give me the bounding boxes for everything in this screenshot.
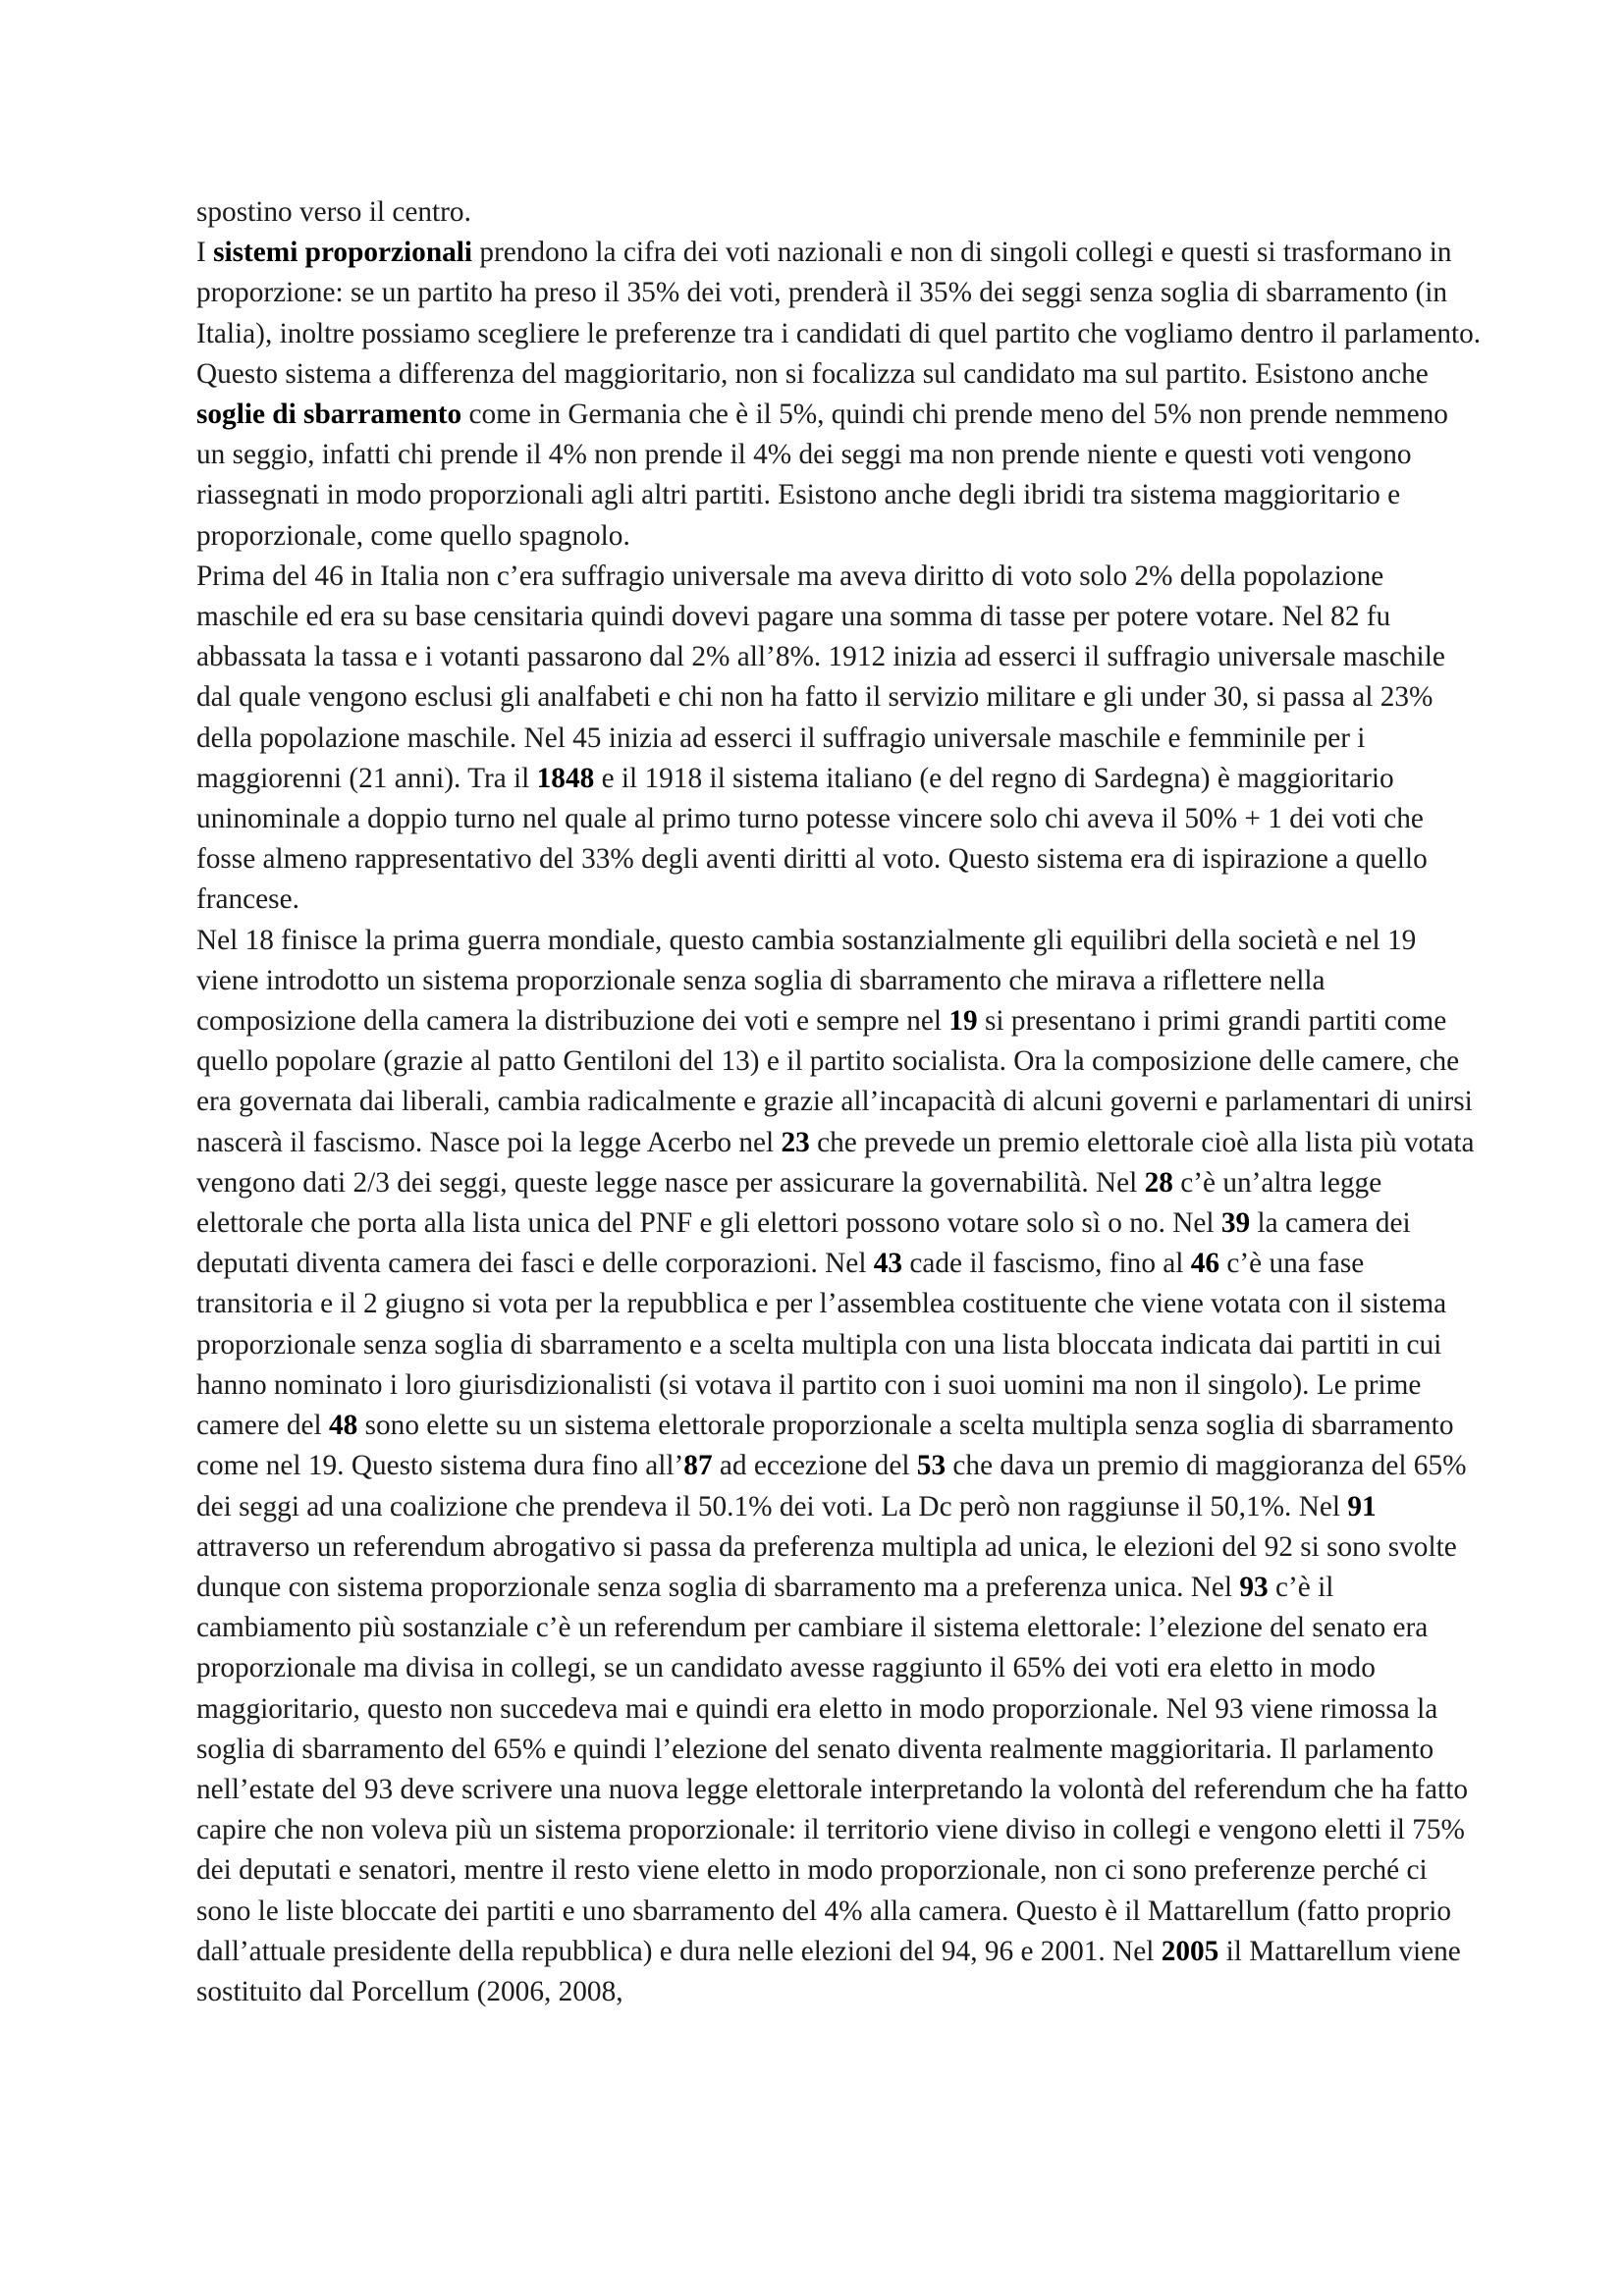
- text-segment: e il 1918 il sistema italiano (e del regno di Sardegna) è maggioritario uninominale a doppio turno nel quale al primo turno potesse vincere solo chi aveva il 50% + 1 dei voti che fosse almeno rappresentativo del 33% degli aventi diritti al voto. Questo sistema era di ispirazione a quello francese.: [196, 762, 1428, 916]
- bold-text-segment: 1848: [536, 762, 595, 794]
- bold-text-segment: 87: [683, 1450, 713, 1482]
- text-segment: la camera dei deputati diventa camera dei fasci e delle corporazioni. Nel: [196, 1207, 1411, 1280]
- text-segment: attraverso un referendum abrogativo si passa da preferenza multipla ad unica, le elezioni del 92 si sono svolte dunque con sistema proporzionale senza soglia di sbarramento ma a preferenza unica. Nel: [196, 1530, 1457, 1603]
- text-segment: I: [196, 237, 214, 269]
- bold-text-segment: 91: [1347, 1490, 1377, 1522]
- bold-text-segment: 43: [873, 1248, 903, 1280]
- text-segment: si presentano i primi grandi partiti come quello popolare (grazie al patto Gentiloni del 13) e il partito socialista. Ora la composizione delle camere, che era governata dai liberali, cambia radicalmente e grazie all’incapacità di alcuni governi e parlamentari di unirsi nascerà il fascismo. Nasce poi la legge Acerbo nel: [196, 1005, 1473, 1158]
- text-segment: come in Germania che è il 5%, quindi chi prende meno del 5% non prende nemmeno un seggio, infatti chi prende il 4% non prende il 4% dei seggi ma non prende niente e questi voti vengono riassegnati in modo proporzionali agli altri partiti. Esistono anche degli ibridi tra sistema maggioritario e proporzionale, come quello spagnolo.: [196, 399, 1448, 552]
- bold-text-segment: 23: [781, 1126, 810, 1158]
- text-segment: c’è il cambiamento più sostanziale c’è un referendum per cambiare il sistema elettorale: l’elezione del senato era proporzionale ma divisa in collegi, se un candidato avesse raggiunto il 65% dei voti era eletto in modo maggioritario, questo non succedeva mai e quindi era eletto in modo proporzionale. Nel 93 viene rimossa la soglia di sbarramento del 65% e quindi l’elezione del senato diventa realmente maggioritaria. Il parlamento nell’estate del 93 deve scrivere una nuova legge elettorale interpretando la volontà del referendum che ha fatto capire che non voleva più un sistema proporzionale: il territorio viene diviso in collegi e vengono eletti il 75% dei deputati e senatori, mentre il resto viene eletto in modo proporzionale, non ci sono preferenze perché ci sono le liste bloccate dei partiti e uno sbarramento del 4% alla camera. Questo è il Mattarellum (fatto proprio dall’attuale presidente della repubblica) e dura nelle elezioni del 94, 96 e 2001. Nel: [196, 1571, 1468, 1967]
- bold-text-segment: 46: [1190, 1248, 1220, 1280]
- document-body: [196, 192, 1483, 2012]
- text-segment: c’è una fase transitoria e il 2 giugno si vota per la repubblica e per l’assemblea costituente che viene votata con il sistema proporzionale senza soglia di sbarramento e a scelta multipla con una lista bloccata indicata dai partiti in cui hanno nominato i loro giurisdizionalisti (si votava il partito con i suoi uomini ma non il singolo). Le prime camere del: [196, 1248, 1447, 1442]
- bold-text-segment: soglie di sbarramento: [196, 399, 462, 431]
- paragraph: [196, 233, 1483, 557]
- bold-text-segment: 28: [1144, 1166, 1173, 1199]
- bold-text-segment: 2005: [1161, 1935, 1219, 1967]
- text-segment: c’è un’altra legge elettorale che porta alla lista unica del PNF e gli elettori possono votare solo sì o no. Nel: [196, 1166, 1382, 1240]
- text-segment: Nel 18 finisce la prima guerra mondiale, questo cambia sostanzialmente gli equilibri della società e nel 19 viene introdotto un sistema proporzionale senza soglia di sbarramento che mirava a riflettere nella composizione della camera la distribuzione dei voti e sempre nel: [196, 924, 1417, 1038]
- text-segment: che dava un premio di maggioranza del 65% dei seggi ad una coalizione che prendeva il 50.1% dei voti. La Dc però non raggiunse il 50,1%. Nel: [196, 1450, 1467, 1522]
- bold-text-segment: sistemi proporzionali: [213, 237, 473, 269]
- bold-text-segment: 19: [948, 1005, 978, 1038]
- text-segment: il Mattarellum viene sostituito dal Porcellum (2006, 2008,: [196, 1935, 1461, 2007]
- text-segment: ad eccezione del: [712, 1450, 917, 1482]
- bold-text-segment: 53: [916, 1450, 947, 1482]
- paragraph: [196, 192, 1483, 233]
- text-segment: sono elette su un sistema elettorale proporzionale a scelta multipla senza soglia di sbarramento come nel 19. Questo sistema dura fino all’: [196, 1410, 1454, 1482]
- paragraph: [196, 921, 1483, 2012]
- paragraph: [196, 557, 1483, 921]
- text-segment: che prevede un premio elettorale cioè alla lista più votata vengono dati 2/3 dei seggi, queste legge nasce per assicurare la governabilità. Nel: [196, 1126, 1475, 1199]
- text-segment: spostino verso il centro.: [196, 196, 471, 228]
- text-segment: prendono la cifra dei voti nazionali e non di singoli collegi e questi si trasformano in proporzione: se un partito ha preso il 35% dei voti, prenderà il 35% dei seggi senza soglia di sbarramento (in Italia), inoltre possiamo scegliere le preferenze tra i candidati di quel partito che vogliamo dentro il parlamento. Questo sistema a differenza del maggioritario, non si focalizza sul candidato ma sul partito. Esistono anche: [196, 237, 1482, 390]
- bold-text-segment: 93: [1239, 1571, 1269, 1603]
- text-segment: cade il fascismo, fino al: [902, 1248, 1191, 1280]
- text-segment: Prima del 46 in Italia non c’era suffragio universale ma aveva diritto di voto solo 2% della popolazione maschile ed era su base censitaria quindi dovevi pagare una somma di tasse per potere votare. Nel 82 fu abbassata la tassa e i votanti passarono dal 2% all’8%. 1912 inizia ad esserci il suffragio universale maschile dal quale vengono esclusi gli analfabeti e chi non ha fatto il servizio militare e gli under 30, si passa al 23% della popolazione maschile. Nel 45 inizia ad esserci il suffragio universale maschile e femminile per i maggiorenni (21 anni). Tra il: [196, 560, 1445, 794]
- bold-text-segment: 48: [329, 1410, 358, 1442]
- bold-text-segment: 39: [1220, 1207, 1251, 1240]
